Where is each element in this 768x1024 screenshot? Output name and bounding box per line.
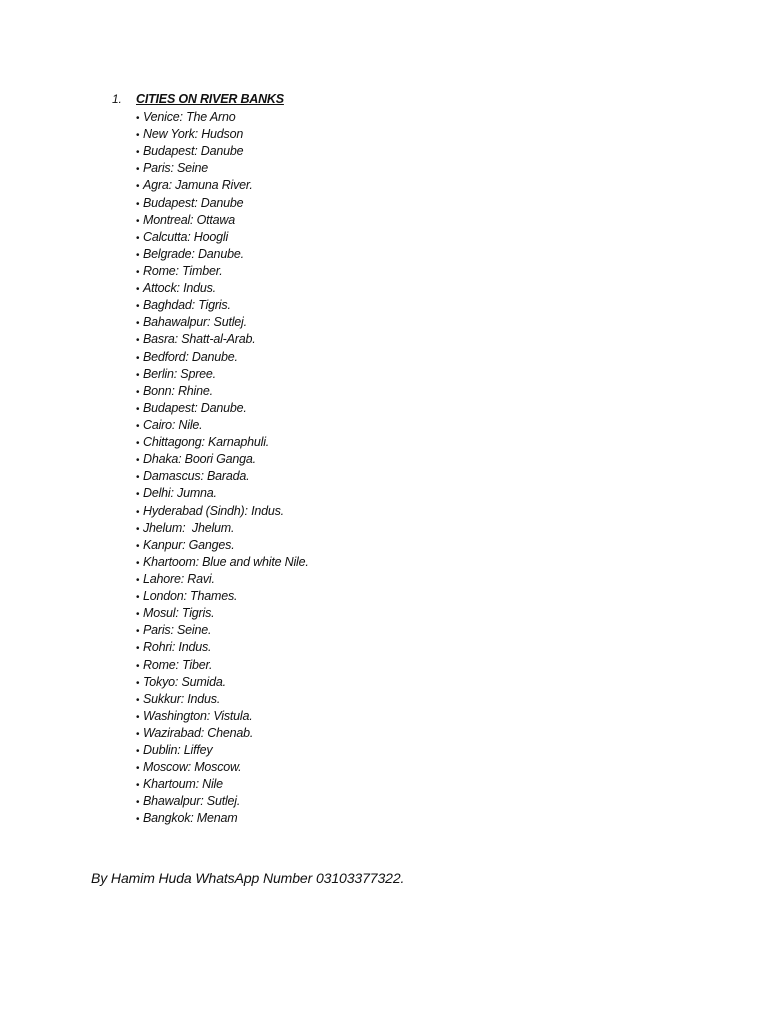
list-item [136,383,532,400]
list-item-text: Bhawalpur: Sutlej. [143,794,241,809]
bullet-glyph: • [136,181,140,193]
list-item-text: Chittagong: Karnaphuli. [143,435,270,450]
list-item [136,212,532,229]
list-item [136,246,532,263]
bullet-glyph: • [136,660,140,672]
bullet-glyph: • [136,814,140,826]
bullet-glyph: • [136,626,140,638]
list-item [136,503,532,520]
list-item-text: Tokyo: Sumida. [143,674,226,689]
list-item [136,468,532,485]
list-item-text: Berlin: Spree. [143,366,216,381]
list-item [136,280,532,297]
bullet-glyph: • [136,215,140,227]
list-item [136,708,532,725]
list-item-text: Calcutta: Hoogli [143,229,229,244]
bullet-glyph: • [136,763,140,775]
list-item-text: Montreal: Ottawa [143,212,235,227]
list-item-text: Baghdad: Tigris. [143,298,231,313]
list-item-text: Lahore: Ravi. [143,571,215,586]
list-item-text: Damascus: Barada. [143,469,250,484]
list-item-text: Dublin: Liffey [143,743,213,758]
bullet-glyph: • [136,232,140,244]
list-heading-row [112,92,532,109]
list-item [136,793,532,810]
bullet-glyph: • [136,643,140,655]
bullet-glyph: • [136,335,140,347]
list-item [136,143,532,160]
author-footer: By Hamim Huda WhatsApp Number 03103377322. [91,870,405,886]
list-item-text: Dhaka: Boori Ganga. [143,452,256,467]
bullet-glyph: • [136,523,140,535]
list-item [136,554,532,571]
section-heading: CITIES ON RIVER BANKS [136,92,284,106]
list-item [136,810,532,827]
list-item-text: Khartoom: Blue and white Nile. [143,554,309,569]
list-item [136,297,532,314]
list-item [136,759,532,776]
list-item [136,400,532,417]
list-item-text: Basra: Shatt-al-Arab. [143,332,256,347]
bullet-glyph: • [136,574,140,586]
numbered-list [112,92,532,828]
bullet-glyph: • [136,455,140,467]
list-item [136,229,532,246]
list-item-text: New York: Hudson [143,127,244,142]
list-item-text: Kanpur: Ganges. [143,537,235,552]
list-item-text: Delhi: Jumna. [143,486,217,501]
bullet-glyph: • [136,113,140,124]
list-item-text: Sukkur: Indus. [143,691,221,706]
list-item-text: Rohri: Indus. [143,640,212,655]
list-item [136,177,532,194]
bullet-glyph: • [136,403,140,415]
list-item [136,126,532,143]
list-item-text: Attock: Indus. [143,281,216,296]
bullet-glyph: • [136,746,140,758]
list-item [136,331,532,348]
bullet-glyph: • [136,198,140,210]
list-item-text: Washington: Vistula. [143,708,253,723]
list-item-text: Hyderabad (Sindh): Indus. [143,503,284,518]
list-item-text: Paris: Seine [143,161,208,176]
list-item [136,588,532,605]
list-item [136,639,532,656]
bullet-glyph: • [136,694,140,706]
bullet-glyph: • [136,318,140,330]
list-item [136,657,532,674]
list-item [136,160,532,177]
list-item-text: Cairo: Nile. [143,417,203,432]
bullet-glyph: • [136,557,140,569]
list-item-text: Jhelum: Jhelum. [143,520,235,535]
bullet-glyph: • [136,369,140,381]
list-item [136,537,532,554]
list-item [136,674,532,691]
bullet-glyph: • [136,284,140,296]
list-item [136,742,532,759]
list-item-text: Budapest: Danube [143,144,244,159]
list-item-text: Bangkok: Menam [143,811,238,826]
list-number: 1. [112,92,122,106]
list-item [136,417,532,434]
bullet-glyph: • [136,797,140,809]
list-item [136,485,532,502]
list-item-text: Bahawalpur: Sutlej. [143,315,247,330]
list-item-text: London: Thames. [143,589,238,604]
bullet-glyph: • [136,420,140,432]
bullet-glyph: • [136,677,140,689]
list-item-text: Moscow: Moscow. [143,760,242,775]
bullet-glyph: • [136,489,140,501]
list-item-text: Venice: The Arno [143,110,236,124]
list-item [136,451,532,468]
list-item [136,263,532,280]
bullet-glyph: • [136,728,140,740]
list-item [136,605,532,622]
list-item [136,691,532,708]
bullet-glyph: • [136,130,140,142]
list-item [136,366,532,383]
list-item [136,776,532,793]
city-river-list [112,109,532,828]
list-item [136,725,532,742]
bullet-glyph: • [136,472,140,484]
bullet-glyph: • [136,249,140,261]
list-item-text: Paris: Seine. [143,623,212,638]
list-item-text: Rome: Tiber. [143,657,213,672]
bullet-glyph: • [136,266,140,278]
list-item-text: Agra: Jamuna River. [143,178,253,193]
list-item-text: Mosul: Tigris. [143,606,215,621]
list-item [136,314,532,331]
bullet-glyph: • [136,540,140,552]
list-item [136,622,532,639]
list-item [136,520,532,537]
list-item-text: Rome: Timber. [143,263,223,278]
bullet-glyph: • [136,609,140,621]
list-item [136,571,532,588]
list-item-text: Budapest: Danube. [143,400,247,415]
list-item-text: Khartoum: Nile [143,777,223,792]
bullet-glyph: • [136,592,140,604]
list-item [136,109,532,126]
list-item-text: Wazirabad: Chenab. [143,725,254,740]
bullet-glyph: • [136,301,140,313]
bullet-glyph: • [136,438,140,450]
bullet-glyph: • [136,386,140,398]
list-item [136,434,532,451]
bullet-glyph: • [136,711,140,723]
bullet-glyph: • [136,352,140,364]
list-item-text: Belgrade: Danube. [143,246,244,261]
bullet-glyph: • [136,147,140,159]
list-item [136,349,532,366]
list-item-text: Budapest: Danube [143,195,244,210]
list-item-text: Bonn: Rhine. [143,383,213,398]
bullet-glyph: • [136,164,140,176]
list-item-text: Bedford: Danube. [143,349,238,364]
bullet-glyph: • [136,780,140,792]
list-item [136,195,532,212]
bullet-glyph: • [136,506,140,518]
